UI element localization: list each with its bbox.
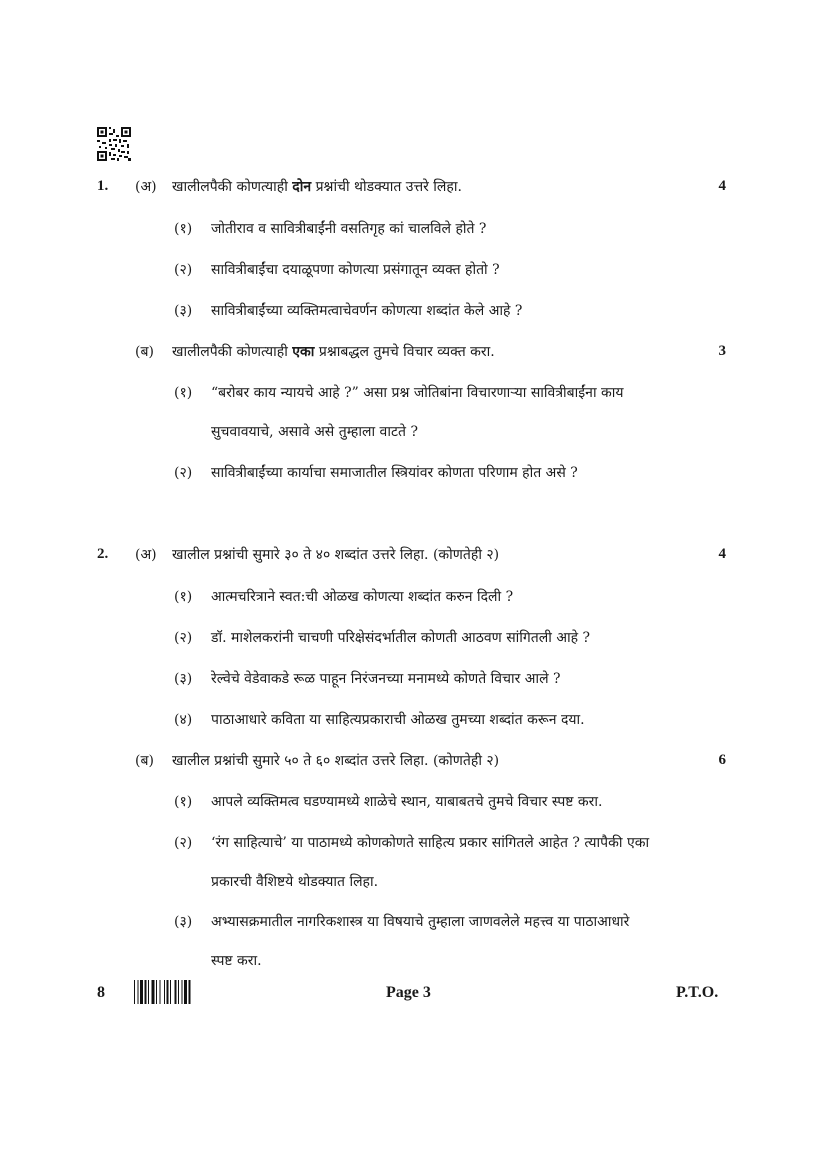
question-2b-label: (ब) — [135, 753, 154, 769]
list-item-number: (३) — [174, 671, 193, 687]
question-2b-marks: 6 — [718, 752, 726, 768]
list-item-number: (३) — [174, 303, 193, 319]
list-item-text: जोतीराव व सावित्रीबाईंनी वसतिगृह कां चालविले होते ? — [211, 221, 487, 237]
list-item-text: सावित्रीबाईंच्या कार्याचा समाजातील स्त्रियांवर कोणता परिणाम होत असे ? — [211, 465, 578, 481]
question-2a-instruction: खालील प्रश्नांची सुमारे ३० ते ४० शब्दांत उत्तरे लिहा. (कोणतेही २) — [172, 547, 500, 563]
list-item-text-continued: सुचवावयाचे, असावे असे तुम्हाला वाटते ? — [211, 424, 418, 440]
question-2-number: 2. — [97, 546, 109, 562]
list-item-number: (३) — [174, 914, 193, 930]
list-item-text: अभ्यासक्रमातील नागरिकशास्त्र या विषयाचे तुम्हाला जाणवलेले महत्त्व या पाठाआधारे — [211, 914, 630, 930]
question-1b-marks: 3 — [718, 343, 726, 359]
question-1b-instruction: खालीलपैकी कोणत्याही एका प्रश्नाबद्धल तुमचे विचार व्यक्त करा. — [172, 344, 495, 360]
list-item-number: (१) — [174, 221, 193, 237]
list-item-text: “बरोबर काय न्यायचे आहे ?” असा प्रश्न जोतिबांना विचारणाऱ्या सावित्रीबाईंना काय — [211, 385, 624, 401]
question-1-number: 1. — [97, 178, 109, 194]
question-1a-label: (अ) — [135, 179, 157, 195]
list-item-number: (२) — [174, 630, 193, 646]
list-item-text-continued: प्रकारची वैशिष्टये थोडक्यात लिहा. — [211, 874, 379, 890]
list-item-text: आपले व्यक्तिमत्व घडण्यामध्ये शाळेचे स्थान, याबाबतचे तुमचे विचार स्पष्ट करा. — [211, 794, 603, 810]
footer-pto: P.T.O. — [676, 984, 719, 1001]
list-item-text: सावित्रीबाईंचा दयाळूपणा कोणत्या प्रसंगातून व्यक्त होतो ? — [211, 262, 500, 278]
list-item-number: (२) — [174, 262, 193, 278]
list-item-text: रेल्वेचे वेडेवाकडे रूळ पाहून निरंजनच्या मनामध्ये कोणते विचार आले ? — [211, 671, 561, 687]
question-1a-marks: 4 — [718, 178, 726, 194]
footer-page-number: Page 3 — [386, 984, 431, 1001]
list-item-number: (४) — [174, 712, 193, 728]
list-item-text: आत्मचरित्राने स्वत:ची ओळख कोणत्या शब्दांत करुन दिली ? — [211, 589, 514, 605]
list-item-text-continued: स्पष्ट करा. — [211, 953, 262, 969]
question-1b-label: (ब) — [135, 344, 154, 360]
list-item-text: डॉ. माशेलकरांनी चाचणी परिक्षेसंदर्भातील कोणती आठवण सांगितली आहे ? — [211, 630, 591, 646]
question-2b-instruction: खालील प्रश्नांची सुमारे ५० ते ६० शब्दांत उत्तरे लिहा. (कोणतेही २) — [172, 753, 500, 769]
footer-set-code: 8 — [97, 984, 105, 1001]
list-item-number: (१) — [174, 589, 193, 605]
question-2a-marks: 4 — [718, 546, 726, 562]
emphasis-text: दोन — [292, 179, 312, 195]
list-item-number: (२) — [174, 465, 193, 481]
list-item-text: ‘रंग साहित्याचे’ या पाठामध्ये कोणकोणते साहित्य प्रकार सांगितले आहेत ? त्यापैकी एका — [211, 835, 650, 851]
emphasis-text: एका — [292, 344, 315, 360]
question-1a-instruction: खालीलपैकी कोणत्याही दोन प्रश्नांची थोडक्यात उत्तरे लिहा. — [172, 179, 462, 195]
question-2a-label: (अ) — [135, 547, 157, 563]
qr-code-icon — [97, 127, 131, 161]
list-item-text: सावित्रीबाईंच्या व्यक्तिमत्वाचेवर्णन कोणत्या शब्दांत केले आहे ? — [211, 303, 523, 319]
list-item-number: (१) — [174, 794, 193, 810]
barcode-icon — [134, 980, 218, 1004]
list-item-text: पाठाआधारे कविता या साहित्यप्रकाराची ओळख तुमच्या शब्दांत करून दया. — [211, 712, 585, 728]
list-item-number: (२) — [174, 835, 193, 851]
list-item-number: (१) — [174, 385, 193, 401]
